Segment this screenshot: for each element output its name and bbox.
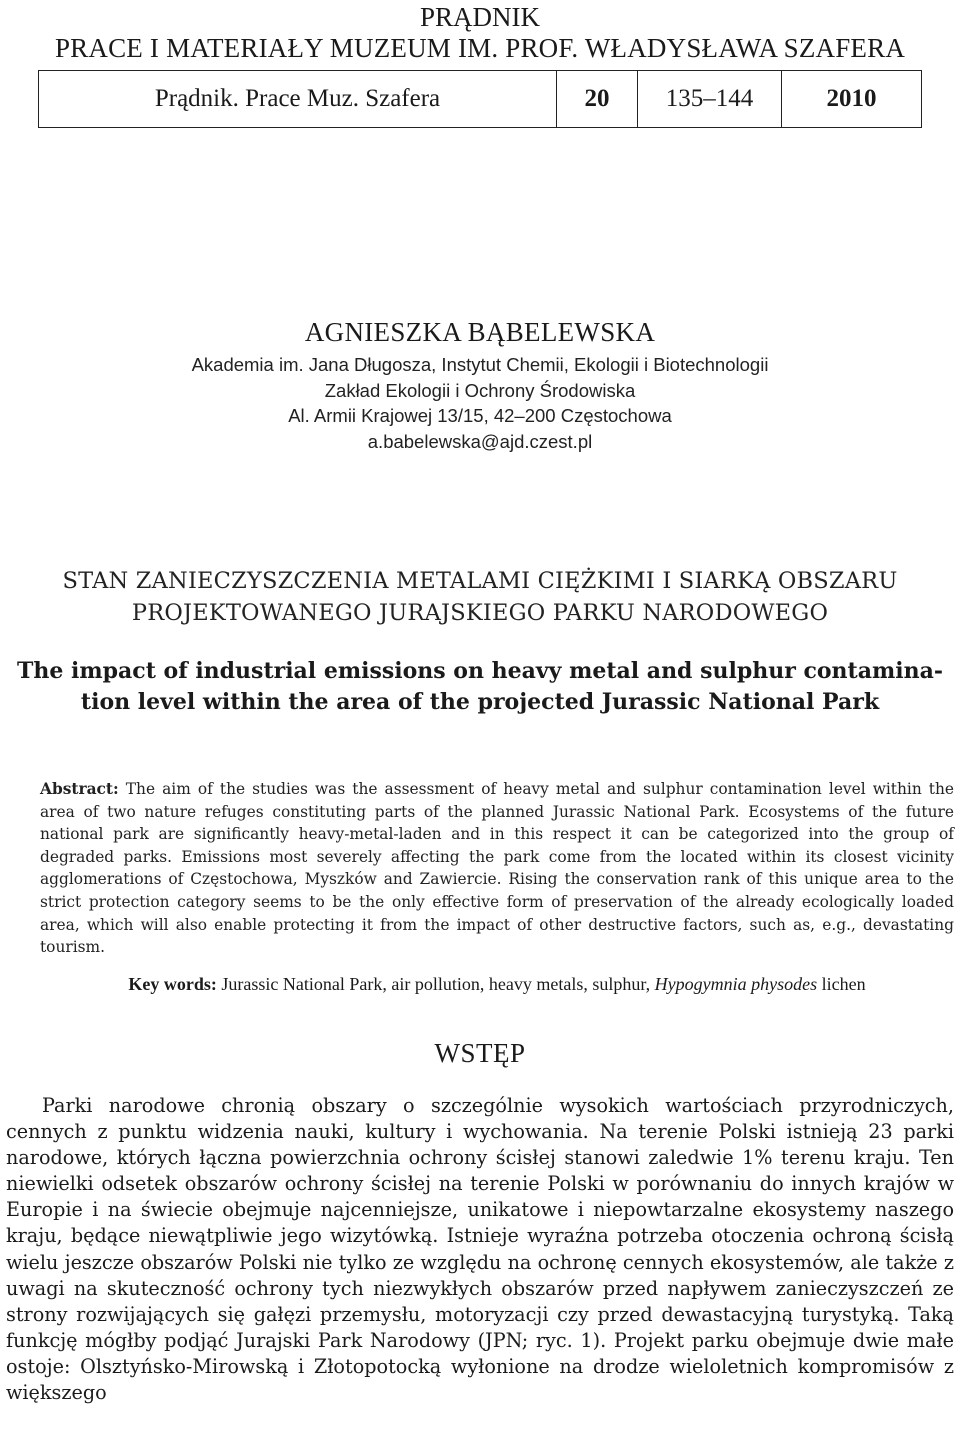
journal-short-title: PRĄDNIK xyxy=(419,2,540,32)
affiliation-department: Zakład Ekologii i Ochrony Środowiska xyxy=(324,379,636,401)
citation-journal: Prądnik. Prace Muz. Szafera xyxy=(39,71,557,128)
polish-title-line-2: PROJEKTOWANEGO JURAJSKIEGO PARKU NARODOWEGO xyxy=(131,599,829,626)
section-heading: WSTĘP xyxy=(434,1038,526,1068)
journal-full-title: PRACE I MATERIAŁY MUZEUM IM. PROF. WŁADYSŁAWA SZAFERA xyxy=(54,33,906,63)
polish-title-line-1: STAN ZANIECZYSZCZENIA METALAMI CIĘŻKIMI I SIARKĄ OBSZARU xyxy=(62,568,898,594)
abstract-text: The aim of the studies was the assessment of heavy metal and sulphur contamination level within the area of two nature refuges constituting parts of the planned Jurassic National Park. Ecosystems of the future national park are significantly heavy-metal-laden and in this respect it can be categorized into the group of degraded parks. Emissions most severely affecting the park come from the located within its closest vicinity agglomerations of Częstochowa, Myszków and Zawiercie. Rising the conservation rank of this unique area to the strict protection category seems to be the only effective form of preservation of the already ecologically loaded area, which will also enable protecting it from the impact of other destructive factors, such as, e.g., devastating tourism. xyxy=(40,780,954,957)
citation-volume: 20 xyxy=(557,71,638,128)
english-title-line-2: tion level within the area of the projected Jurassic National Park xyxy=(80,689,880,715)
english-title xyxy=(0,656,960,718)
keywords xyxy=(40,972,954,996)
keywords-text: Jurassic National Park, air pollution, heavy metals, sulphur, xyxy=(221,974,651,994)
abstract xyxy=(40,778,954,959)
author-name: AGNIESZKA BĄBELEWSKA xyxy=(304,317,656,347)
affiliation-institute: Akademia im. Jana Długosza, Instytut Chemii, Ekologii i Biotechnologii xyxy=(191,354,769,375)
journal-header xyxy=(0,2,960,64)
citation-year: 2010 xyxy=(782,71,922,128)
citation-table xyxy=(38,70,922,128)
intro-paragraph: Parki narodowe chronią obszary o szczególnie wysokich wartościach przyrodniczych, cennych z punktu widzenia nauki, kultury i wychowania. Na terenie Polski istnieją 23 parki narodowe, których łączna powierzchnia ochrony ścisłej stanowi zaledwie 1% terenu kraju. Ten niewielki odsetek obszarów ochrony ścisłej na terenie Polski w porównaniu do innych krajów w Europie i na świecie obejmuje najcenniejsze, unikatowe i niepowtarzalne ekosystemy naszego kraju, będące niewątpliwie jego wizytówką. Istnieje wyraźna potrzeba otoczenia ochroną ścisłą wielu jeszcze obszarów Polski nie tylko ze względu na ochronę cennych ekosystemów, ale także z uwagi na skuteczność ochrony tych niezwykłych obszarów przed napływem zanieczyszczeń ze strony rozwijających się gałęzi przemysłu, motoryzacji czy przed dewastacyjną turystyką. Taką funkcję mógłby podjąć Jurajski Park Narodowy (JPN; ryc. 1). Projekt parku obejmuje dwie małe ostoje: Olsztyńsko-Mirowską i Złotopotocką wyłonione na drodze wieloletnich kompromisów z większego xyxy=(6,1094,954,1405)
title-block xyxy=(0,566,960,718)
keywords-species: Hypogymnia physodes xyxy=(654,974,818,994)
citation-pages: 135–144 xyxy=(638,71,782,128)
author-email: a.babelewska@ajd.czest.pl xyxy=(367,430,593,452)
author-block xyxy=(0,312,960,454)
abstract-label: Abstract: xyxy=(40,780,119,798)
keywords-label: Key words: xyxy=(128,974,217,994)
citation-row xyxy=(39,71,922,128)
keywords-tail: lichen xyxy=(821,974,866,994)
affiliation-address: Al. Armii Krajowej 13/15, 42–200 Częstochowa xyxy=(288,405,672,426)
english-title-line-1: The impact of industrial emissions on heavy metal and sulphur contamina- xyxy=(17,658,943,684)
